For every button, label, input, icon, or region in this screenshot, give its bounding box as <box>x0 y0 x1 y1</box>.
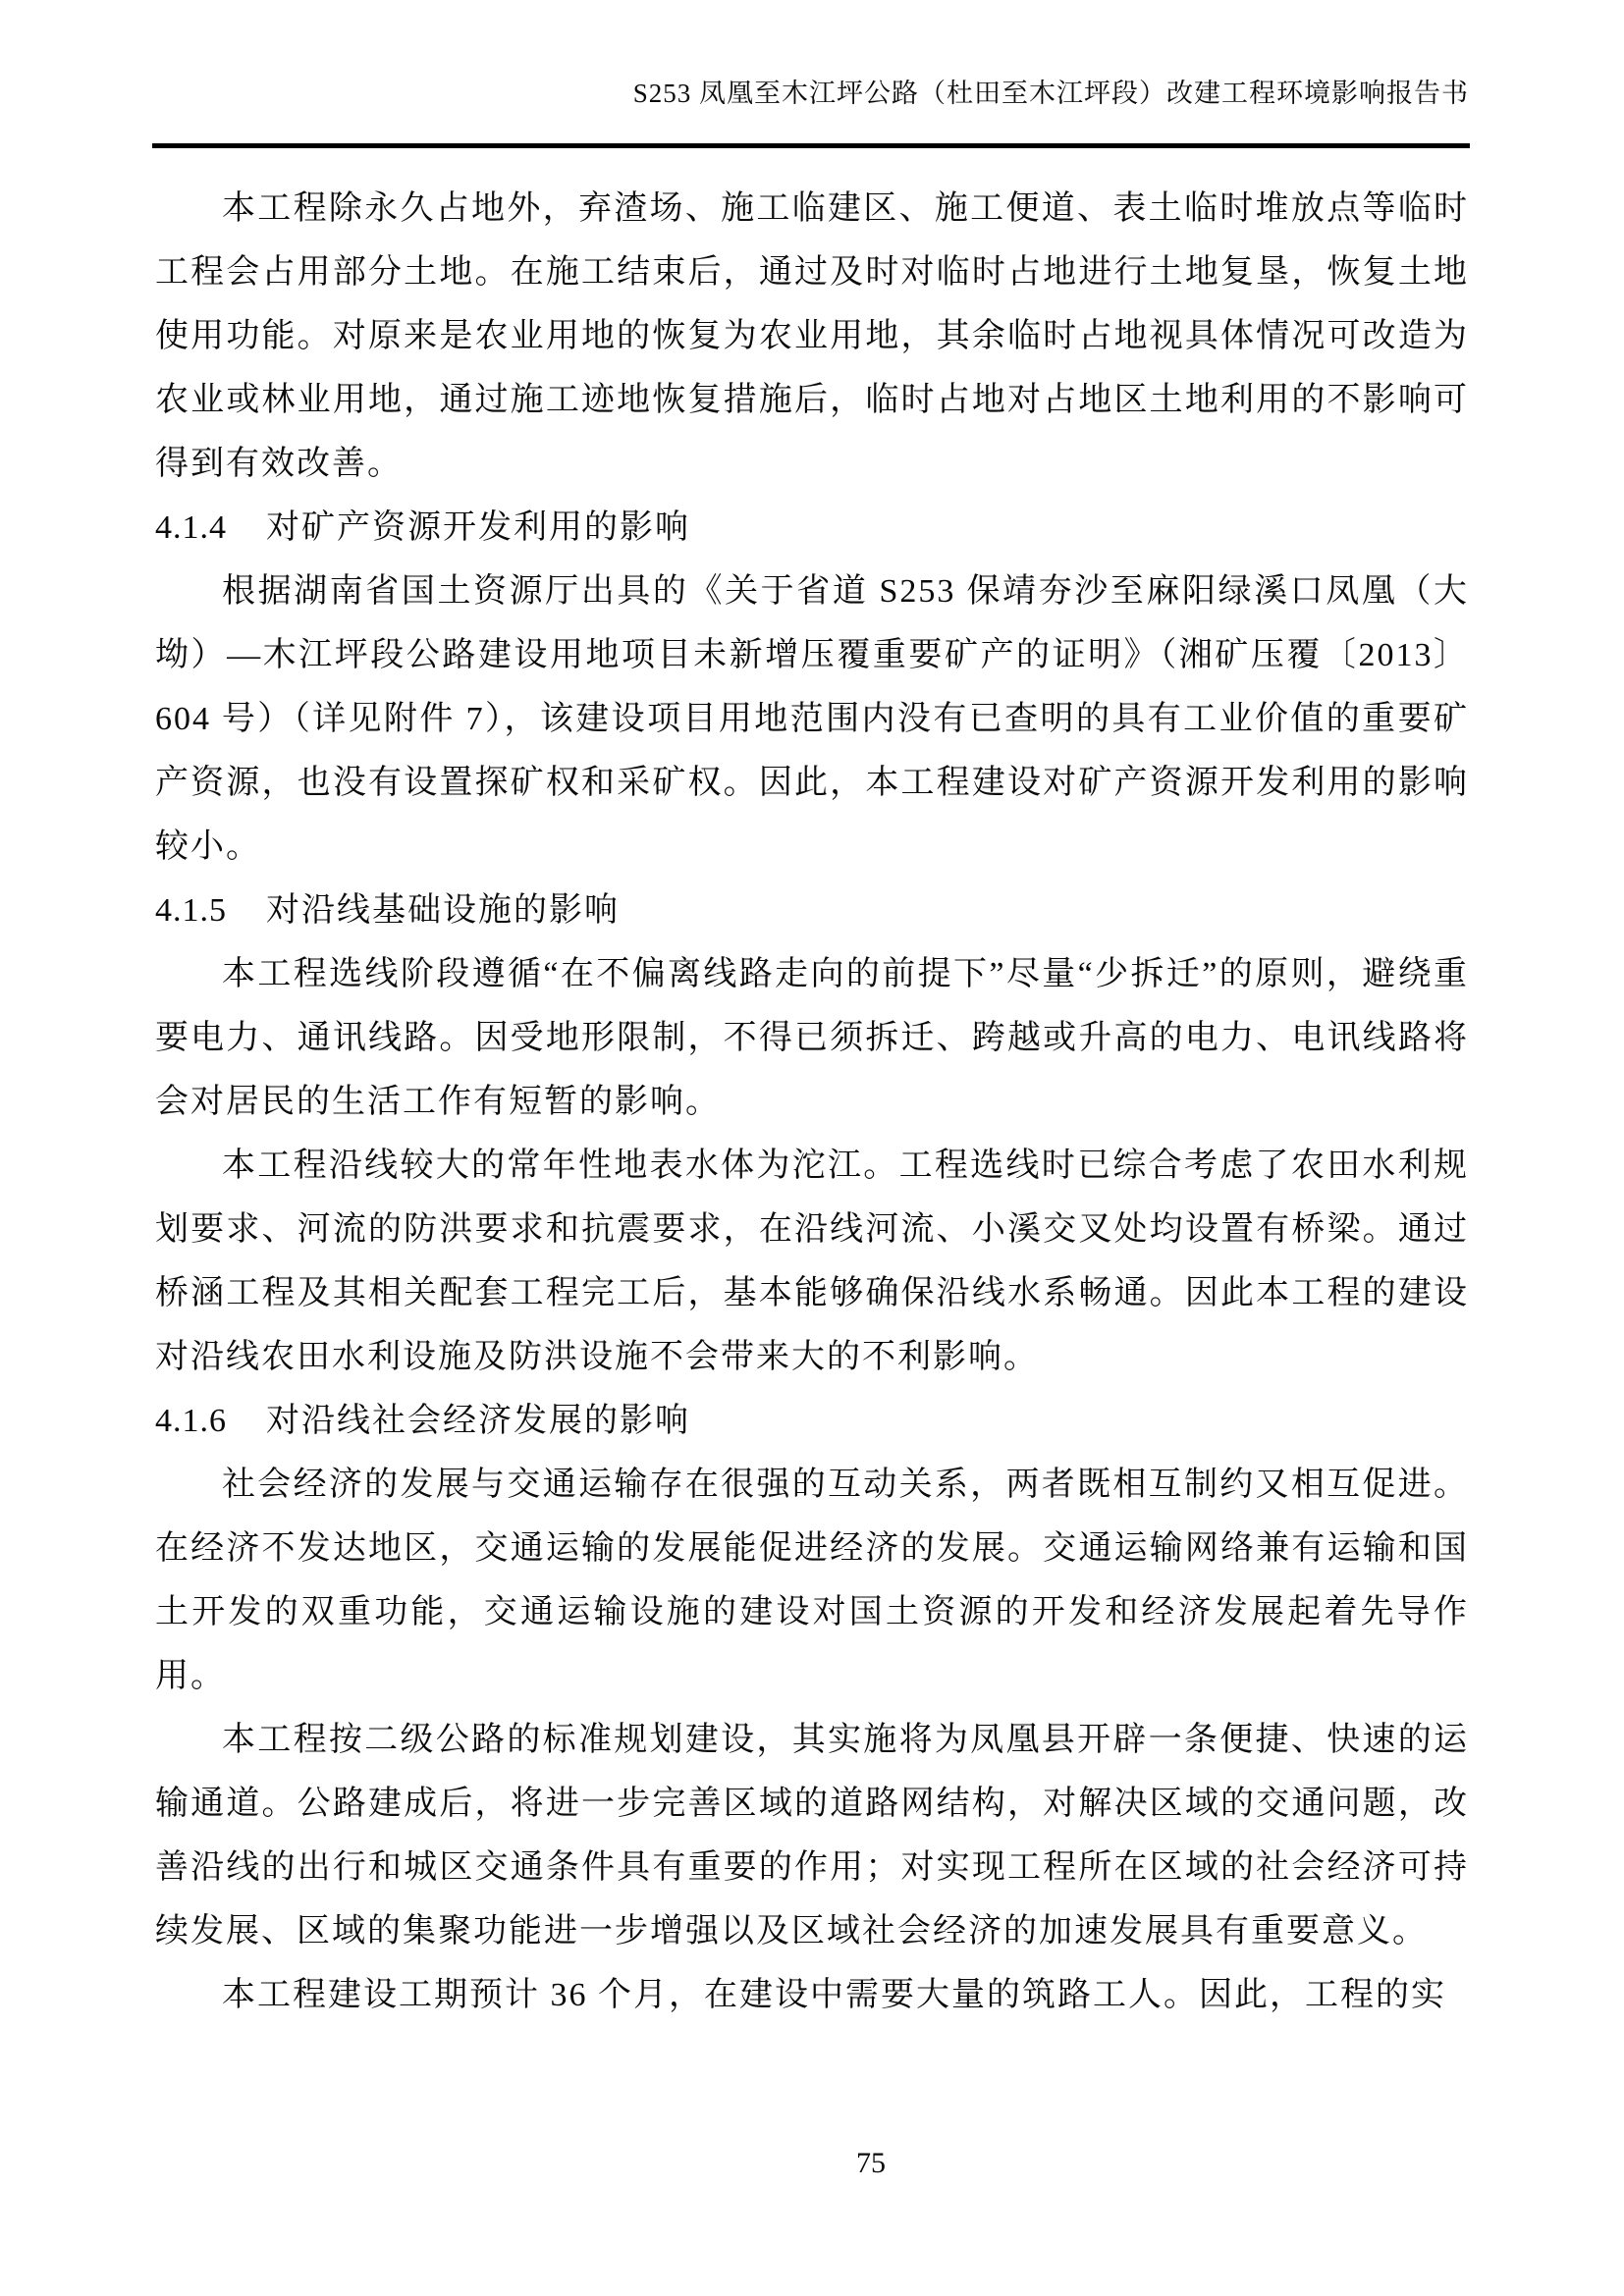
header-rule <box>152 143 1470 148</box>
page-number: 75 <box>856 2147 886 2179</box>
heading-title: 对沿线基础设施的影响 <box>266 892 620 929</box>
header-title: S253 凤凰至木江坪公路（杜田至木江坪段）改建工程环境影响报告书 <box>632 79 1469 108</box>
heading-title: 对沿线社会经济发展的影响 <box>266 1403 690 1439</box>
paragraph-road-standard: 本工程按二级公路的标准规划建设，其实施将为凤凰县开辟一条便捷、快速的运输通道。公路建成后，将进一步完善区域的道路网结构，对解决区域的交通问题，改善沿线的出行和城区交通条件具有重要的作用；对实现工程所在区域的社会经济可持续发展、区域的集聚功能进一步增强以及区域社会经济的加速发展具有重要意义。 <box>155 1722 1469 1949</box>
section-heading-4-1-6 <box>155 1389 1469 1453</box>
section-heading-4-1-4 <box>155 496 1469 560</box>
heading-title: 对矿产资源开发利用的影响 <box>266 509 690 546</box>
heading-number: 4.1.5 <box>155 892 227 929</box>
paragraph-socioeconomic-relation: 社会经济的发展与交通运输存在很强的互动关系，两者既相互制约又相互促进。在经济不发达地区，交通运输的发展能促进经济的发展。交通运输网络兼有运输和国土开发的双重功能，交通运输设施的建设对国土资源的开发和经济发展起着先导作用。 <box>155 1467 1469 1694</box>
paragraph-mineral-resources: 根据湖南省国土资源厅出具的《关于省道 S253 保靖夯沙至麻阳绿溪口凤凰（大坳）—木江坪段公路建设用地项目未新增压覆重要矿产的证明》（湘矿压覆〔2013〕604 号）（详见附件 7），该建设项目用地范围内没有已查明的具有工业价值的重要矿产资源，也没有设置探矿权和采矿权。因此，本工程建设对矿产资源开发利用的影响较小。 <box>155 573 1469 865</box>
heading-number: 4.1.4 <box>155 509 227 546</box>
heading-number: 4.1.6 <box>155 1403 227 1439</box>
paragraph-water-system: 本工程沿线较大的常年性地表水体为沱江。工程选线时已综合考虑了农田水利规划要求、河流的防洪要求和抗震要求，在沿线河流、小溪交叉处均设置有桥梁。通过桥涵工程及其相关配套工程完工后，基本能够确保沿线水系畅通。因此本工程的建设对沿线农田水利设施及防洪设施不会带来大的不利影响。 <box>155 1148 1469 1375</box>
paragraph-land-occupation: 本工程除永久占地外，弃渣场、施工临建区、施工便道、表土临时堆放点等临时工程会占用部分土地。在施工结束后，通过及时对临时占地进行土地复垦，恢复土地使用功能。对原来是农业用地的恢复为农业用地，其余临时占地视具体情况可改造为农业或林业用地，通过施工迹地恢复措施后，临时占地对占地区土地利用的不影响可得到有效改善。 <box>155 190 1469 482</box>
page-header <box>154 77 1469 110</box>
page-footer <box>0 2146 1624 2181</box>
paragraph-construction-period: 本工程建设工期预计 36 个月，在建设中需要大量的筑路工人。因此，工程的实 <box>222 1977 1446 2013</box>
section-heading-4-1-5 <box>155 879 1469 942</box>
paragraph-route-selection: 本工程选线阶段遵循“在不偏离线路走向的前提下”尽量“少拆迁”的原则，避绕重要电力、通讯线路。因受地形限制，不得已须拆迁、跨越或升高的电力、电讯线路将会对居民的生活工作有短暂的影响。 <box>155 956 1469 1120</box>
document-body <box>155 177 1469 2027</box>
